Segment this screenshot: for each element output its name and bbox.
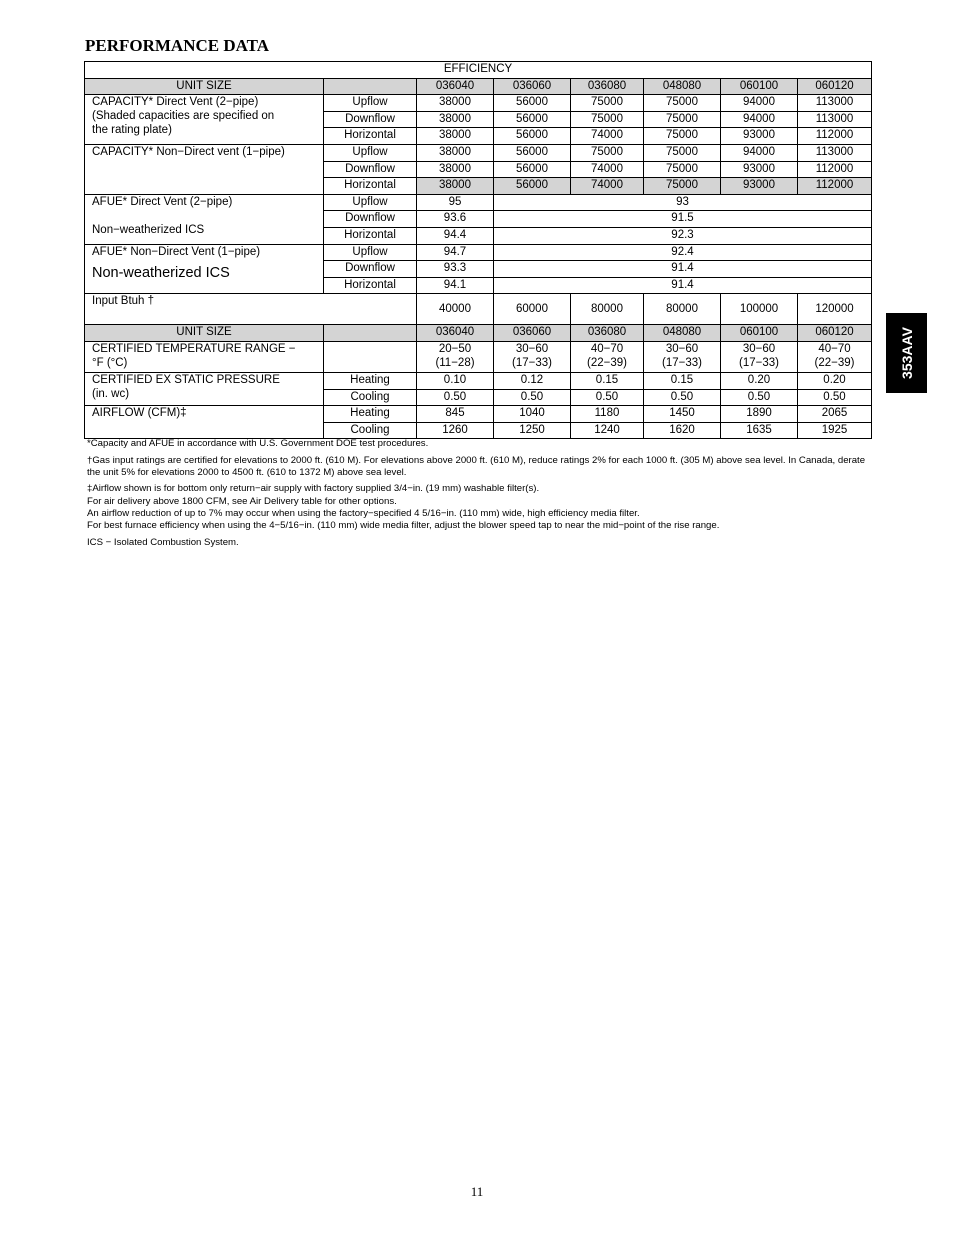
capacity-value: 74000 [571,128,644,145]
afue-value-first: 94.1 [417,277,494,294]
temp-range-label-line: CERTIFIED TEMPERATURE RANGE − [92,342,296,355]
capacity-value: 38000 [417,128,494,145]
static-pressure-label-line: (in. wc) [92,387,130,400]
capacity-value: 113000 [798,144,872,161]
static-pressure-value: 0.15 [571,372,644,389]
unit-size-label: UNIT SIZE [85,325,324,342]
capacity-value: 56000 [494,161,571,178]
input-btuh-value: 80000 [644,294,721,325]
orientation-cell: Horizontal [324,277,417,294]
airflow-value: 1250 [494,422,571,439]
afue-value-rest: 91.4 [494,261,872,278]
page-number: 11 [470,1184,484,1199]
unit-size-value: 060100 [721,325,798,342]
orientation-cell: Upflow [324,95,417,112]
static-pressure-value: 0.50 [494,389,571,406]
footnote-ics: ICS − Isolated Combustion System. [87,536,239,548]
afue-dv-ics: Non−weatherized ICS [92,223,205,236]
afue-value-rest: 91.4 [494,277,872,294]
capacity-ndv-row [85,144,872,161]
temp-range-value [494,341,571,372]
orientation-cell: Upflow [324,244,417,261]
orientation-cell: Upflow [324,194,417,211]
temp-range-f: 20−50 [438,342,472,355]
afue-ndv-label [85,244,324,294]
static-pressure-row [85,372,872,389]
input-btuh-label: Input Btuh † [85,294,417,325]
input-btuh-value: 120000 [798,294,872,325]
temp-range-label [85,341,324,372]
input-btuh-value: 80000 [571,294,644,325]
capacity-dv-label-line: CAPACITY* Direct Vent (2−pipe) [92,96,259,109]
capacity-value: 74000 [571,161,644,178]
static-pressure-value: 0.20 [721,372,798,389]
input-btuh-value: 40000 [417,294,494,325]
unit-size-value: 060120 [798,325,872,342]
capacity-value: 38000 [417,95,494,112]
static-pressure-label-line: CERTIFIED EX STATIC PRESSURE [92,373,280,386]
unit-size-value: 036080 [571,78,644,95]
footnote-capacity-afue: *Capacity and AFUE in accordance with U.S. Government DOE test procedures. [87,438,429,449]
capacity-value: 38000 [417,111,494,128]
efficiency-header-row [85,62,872,79]
temp-range-c: (22−39) [814,356,855,369]
capacity-value: 75000 [644,161,721,178]
orientation-cell: Downflow [324,261,417,278]
capacity-value: 112000 [798,128,872,145]
capacity-value: 75000 [644,95,721,112]
orientation-cell: Downflow [324,211,417,228]
afue-value-first: 93.6 [417,211,494,228]
footnote-gas-input: †Gas input ratings are certified for elevations to 2000 ft. (610 M). For elevations above 2000 ft. (610 M), reduce ratings 2% for each 1000 ft. (305 M) above sea level. In Canada, derate the unit 5% for elevations 2000 to 4500 ft. (610 to 1372 M) above sea level. [87,454,866,478]
page-title: PERFORMANCE DATA [85,36,269,55]
static-pressure-value: 0.50 [644,389,721,406]
capacity-ndv-label-text: CAPACITY* Non−Direct vent (1−pipe) [92,145,285,158]
unit-size-value: 036060 [494,325,571,342]
model-side-tab [886,313,927,393]
orientation-cell: Downflow [324,161,417,178]
capacity-value: 56000 [494,178,571,195]
afue-value-rest: 93 [494,194,872,211]
capacity-value: 112000 [798,178,872,195]
static-pressure-value: 0.20 [798,372,872,389]
capacity-dv-row [85,95,872,112]
capacity-value: 94000 [721,95,798,112]
capacity-value: 75000 [571,144,644,161]
unit-size-blank [324,78,417,95]
capacity-value: 56000 [494,111,571,128]
static-pressure-value: 0.50 [721,389,798,406]
capacity-value: 38000 [417,144,494,161]
capacity-value: 38000 [417,178,494,195]
capacity-value: 75000 [571,111,644,128]
unit-size-value: 060100 [721,78,798,95]
orientation-cell: Horizontal [324,227,417,244]
temp-range-f: 30−60 [665,342,699,355]
temp-range-c: (17−33) [512,356,552,369]
unit-size-value: 060120 [798,78,872,95]
capacity-dv-label-line: the rating plate) [92,124,172,137]
capacity-value: 75000 [571,95,644,112]
capacity-value: 112000 [798,161,872,178]
capacity-dv-label-line: (Shaded capacities are specified on [92,110,275,123]
afue-dv-title: AFUE* Direct Vent (2−pipe) [92,195,233,208]
efficiency-header: EFFICIENCY [85,62,872,79]
airflow-value: 1240 [571,422,644,439]
afue-value-rest: 91.5 [494,211,872,228]
afue-value-first: 94.7 [417,244,494,261]
input-btuh-value: 100000 [721,294,798,325]
footnotes [87,438,867,553]
temp-range-c: (22−39) [587,356,627,369]
model-side-tab-label: 353AAV [898,327,915,379]
mode-cell: Cooling [324,389,417,406]
airflow-value: 845 [417,406,494,423]
afue-dv-label [85,194,324,244]
airflow-value: 1890 [721,406,798,423]
airflow-value: 1620 [644,422,721,439]
afue-ndv-ics: Non-weatherized ICS [92,264,230,281]
orientation-cell: Horizontal [324,128,417,145]
static-pressure-label [85,372,324,405]
capacity-value: 56000 [494,95,571,112]
airflow-row [85,406,872,423]
afue-value-rest: 92.4 [494,244,872,261]
airflow-value: 1040 [494,406,571,423]
airflow-value: 1260 [417,422,494,439]
capacity-value: 94000 [721,111,798,128]
afue-dv-row [85,194,872,211]
mode-cell: Heating [324,406,417,423]
temp-range-value [417,341,494,372]
capacity-value: 94000 [721,144,798,161]
unit-size-value: 048080 [644,325,721,342]
temp-range-f: 30−60 [742,342,776,355]
capacity-value: 56000 [494,128,571,145]
orientation-cell: Upflow [324,144,417,161]
temp-range-row [85,341,872,372]
performance-data-table [84,61,872,439]
temp-range-label-line: °F (°C) [92,356,128,369]
unit-size-blank [324,325,417,342]
static-pressure-value: 0.10 [417,372,494,389]
unit-size-value: 036040 [417,325,494,342]
temp-range-value [571,341,644,372]
airflow-value: 2065 [798,406,872,423]
capacity-dv-label [85,95,324,145]
capacity-value: 75000 [644,111,721,128]
capacity-value: 74000 [571,178,644,195]
footnote-airflow: ‡Airflow shown is for bottom only return−air supply with factory supplied 3/4−in. (19 mm) washable filter(s). For air delivery above 1800 CFM, see Air Delivery table for other options. An airflow reduction of up to 7% may occur when using the factory−specified 4 5/16−in. (110 mm) wide, high efficiency media filter. For best furnace efficiency when using the 4−5/16−in. (110 mm) wide media filter, adjust the blower speed tap to near the mid−point of the rise range. [87,483,720,531]
capacity-value: 75000 [644,144,721,161]
unit-size-label: UNIT SIZE [85,78,324,95]
capacity-ndv-label [85,144,324,194]
airflow-label-text: AIRFLOW (CFM)‡ [92,407,187,420]
input-btuh-value: 60000 [494,294,571,325]
afue-value-first: 93.3 [417,261,494,278]
capacity-value: 56000 [494,144,571,161]
afue-value-first: 94.4 [417,227,494,244]
airflow-value: 1635 [721,422,798,439]
temp-range-value [798,341,872,372]
unit-size-value: 048080 [644,78,721,95]
capacity-value: 93000 [721,178,798,195]
temp-range-c: (11−28) [435,356,475,369]
capacity-value: 113000 [798,95,872,112]
airflow-label [85,406,324,439]
temp-range-blank [324,341,417,372]
airflow-value: 1925 [798,422,872,439]
static-pressure-value: 0.50 [798,389,872,406]
afue-ndv-row [85,244,872,261]
temp-range-c: (17−33) [662,356,702,369]
mode-cell: Cooling [324,422,417,439]
mode-cell: Heating [324,372,417,389]
capacity-value: 38000 [417,161,494,178]
unit-size-row-2 [85,325,872,342]
unit-size-value: 036080 [571,325,644,342]
afue-value-rest: 92.3 [494,227,872,244]
static-pressure-value: 0.15 [644,372,721,389]
unit-size-row [85,78,872,95]
temp-range-f: 30−60 [515,342,549,355]
airflow-value: 1180 [571,406,644,423]
temp-range-value [721,341,798,372]
capacity-value: 93000 [721,161,798,178]
static-pressure-value: 0.50 [417,389,494,406]
afue-ndv-title: AFUE* Non−Direct Vent (1−pipe) [92,245,261,258]
temp-range-f: 40−70 [818,342,851,355]
temp-range-value [644,341,721,372]
orientation-cell: Downflow [324,111,417,128]
airflow-value: 1450 [644,406,721,423]
capacity-value: 93000 [721,128,798,145]
unit-size-value: 036060 [494,78,571,95]
afue-value-first: 95 [417,194,494,211]
orientation-cell: Horizontal [324,178,417,195]
capacity-value: 75000 [644,128,721,145]
static-pressure-value: 0.12 [494,372,571,389]
temp-range-f: 40−70 [590,342,624,355]
capacity-value: 113000 [798,111,872,128]
input-btuh-row [85,294,872,325]
unit-size-value: 036040 [417,78,494,95]
capacity-value: 75000 [644,178,721,195]
static-pressure-value: 0.50 [571,389,644,406]
temp-range-c: (17−33) [739,356,779,369]
